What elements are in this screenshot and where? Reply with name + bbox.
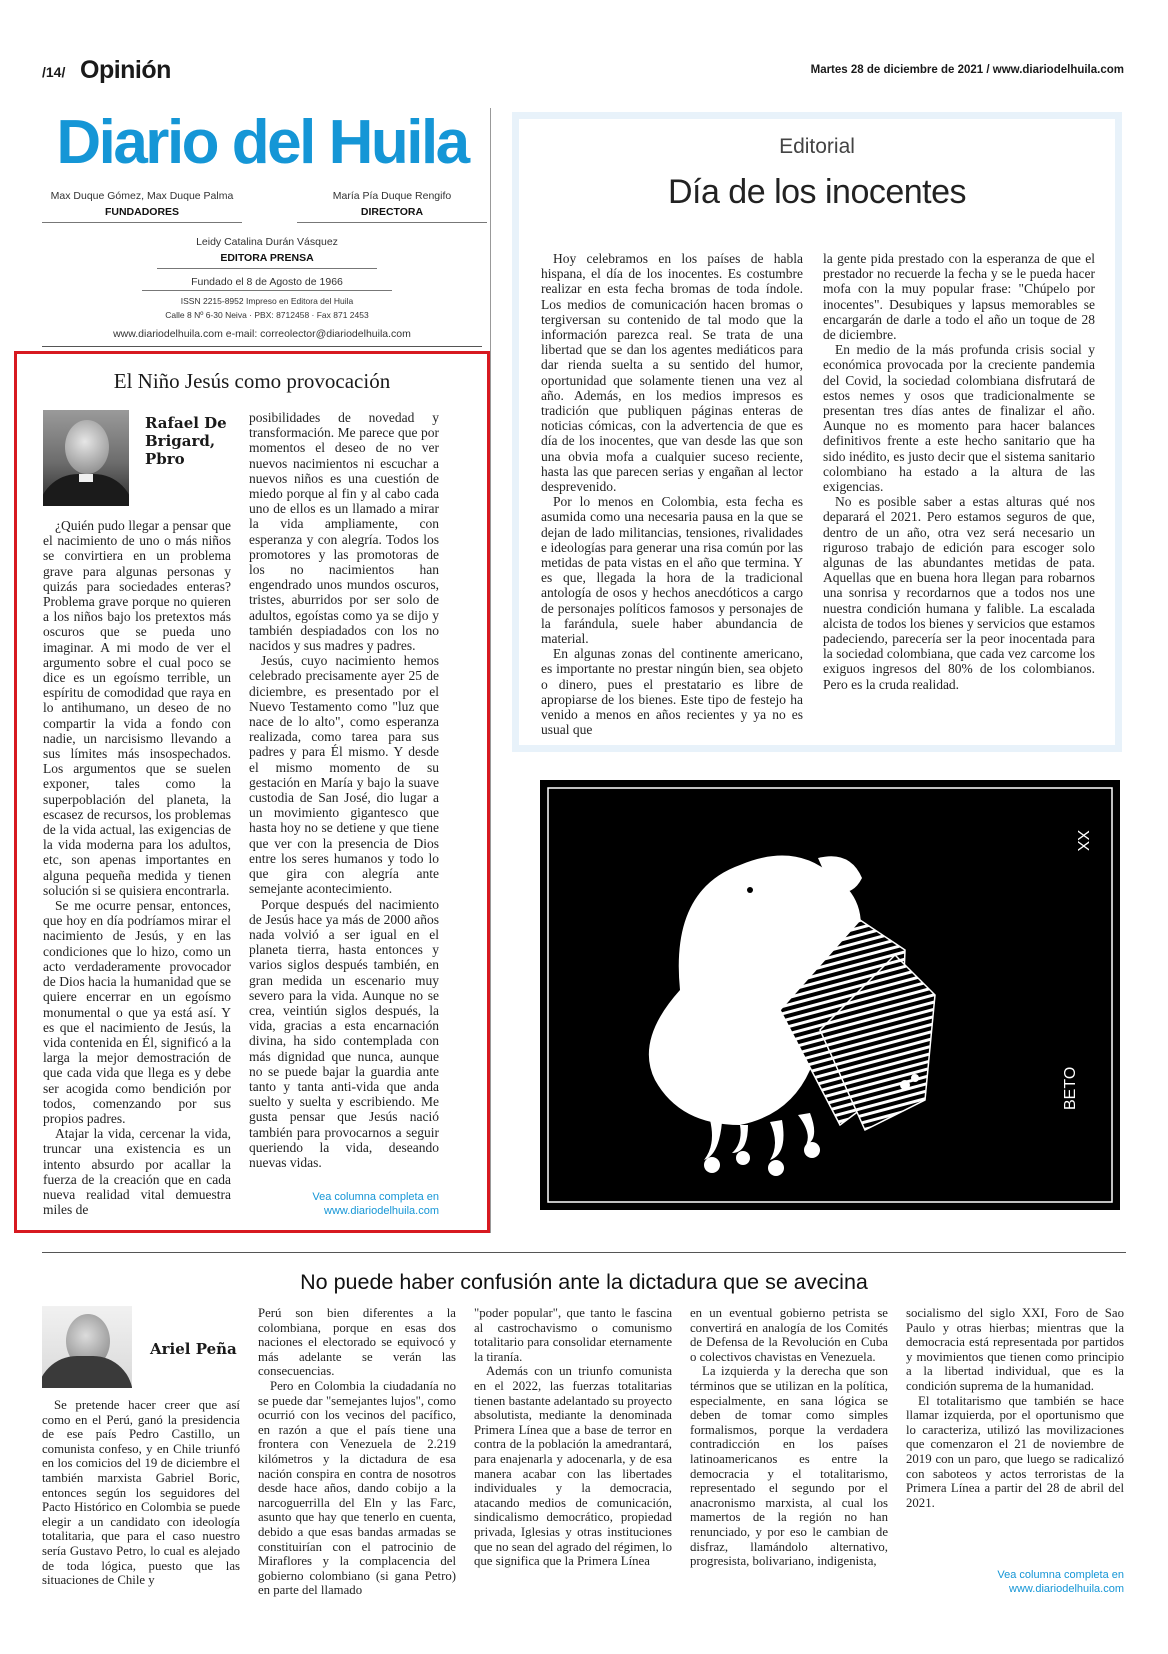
director-name: María Pía Duque Rengifo: [332, 190, 452, 202]
paragraph: Jesús, cuyo nacimiento hemos celebrado precisamente ayer 25 de diciembre, es presentado por el Nuevo Testamento como "luz que nace de lo alto", como esperanza realizada, como tarea para sus padres y para Él mismo. Y desde el mismo momento de su gestación en María y bajo la suave custodia de San José, dio lugar a un movimiento gigantesco que hasta hoy no se detiene y que tiene que ver con la presencia de Dios entre los seres humanos y todo lo que gira con alegría ante semejante acontecimiento.: [249, 653, 439, 897]
paragraph: La izquierda y la derecha que son términos que se utilizan en la política, especialmente, en sana lógica se deben de tomar como simples formalismos, porque la verdadera contradicción en los países latinoamericanos es entre la democracia y el totalitarismo, representado el segundo por el anacronismo marxista, al cual los mamertos de la región no han renunciado, y por eso le cambian de disfraz, llamándolo alternativo, progresista, bolivariano, indigenista,: [690, 1364, 888, 1569]
page-number: /14/: [42, 64, 66, 80]
masthead: [42, 108, 482, 340]
editorial-box: [512, 112, 1122, 752]
opinion-column-box: [14, 351, 490, 1233]
bottom-author-photo: [42, 1306, 132, 1388]
cartoon-illustration: [540, 780, 1120, 1210]
horizontal-divider: [42, 1252, 1126, 1253]
more-label: Vea columna completa en: [312, 1191, 439, 1203]
column-text-col2: [249, 410, 439, 1170]
bottom-author: Ariel Peña: [150, 1340, 237, 1358]
director-block: [297, 190, 487, 223]
paragraph: la gente pida prestado con la esperanza de que el prestador no recuerde la fecha y se le pueda hacer mofa con la muy popular frase: "Chúpelo por inocentes". Desubiques y lapsus memorables se encargarán de darle a todo el año un toque de 28 de diciembre.: [823, 251, 1095, 343]
paragraph: Pero en Colombia la ciudadanía no se puede dar "semejantes lujos", como ocurrió con los vecinos del pacífico, en razón a que el país tiene una frontera con Venezuela de 2.219 kilómetros y la dictadura de esa nación conspira en contra de nosotros desde hace años, dando cobijo a la narcoguerrilla del Eln y las Farc, asunto que hay que tenerlo en cuenta, debido a que esas bandas armadas se constituirían con el patrocinio de Miraflores y la complacencia del gobierno colombiano (si gana Petro) en parte del llamado: [258, 1378, 456, 1598]
director-label: DIRECTORA: [297, 206, 487, 223]
column-text-col1: [43, 518, 231, 1217]
bottom-text-col4: [690, 1306, 888, 1569]
editor-name: Leidy Catalina Durán Vásquez: [196, 236, 338, 248]
paragraph: Hoy celebramos en los países de habla hispana, el día de los inocentes. Es costumbre realizar en esta fecha bromas de toda índole. Los medios de comunicación hacen bromas o tergiversan su contenido de tal modo que la información parezca real. Se trata de una libertad que se dan los agentes mediáticos para dar rienda suelta a su sentido del humor, oportunidad que solamente tienen una vez al año. Además, en los medios impresos es tradición que publiquen páginas enteras de noticias cómicas, con la advertencia de que es día de los inocentes, que van desde las que son una obvia mofa a cualquier suceso reciente, hasta las que parecen serias y engañan al lector desprevenido.: [541, 251, 803, 495]
more-label: Vea columna completa en: [997, 1569, 1124, 1581]
cartoon-signature: BETO: [1062, 1066, 1079, 1110]
editorial-title: Día de los inocentes: [667, 173, 967, 211]
paragraph: Atajar la vida, cercenar la vida, truncar una existencia es un intento absurdo por acallar la fuerza de la creación que en cada nueva realidad vital demuestra miles de: [43, 1126, 231, 1218]
newspaper-logo: Diario del Huila: [56, 108, 468, 177]
paragraph: Perú son bien diferentes a la colombiana, porque en esas dos naciones el electorado se equivocó y más adelante se verán las consecuencias.: [258, 1306, 456, 1379]
more-url: www.diariodelhuila.com: [324, 1205, 439, 1217]
author-photo: [43, 410, 129, 506]
cartoon-drawing: [540, 780, 1120, 1210]
bottom-headline: No puede haber confusión ante la dictadura que se avecina: [300, 1270, 868, 1294]
column-author: Rafael De Brigard, Pbro: [145, 414, 227, 468]
editor-label: EDITORA PRENSA: [157, 252, 377, 269]
editorial-text-col2: [823, 251, 1095, 692]
section-title: Opinión: [80, 56, 171, 84]
bottom-text-col3: [474, 1306, 672, 1569]
cartoon-signature-top: XX: [1074, 830, 1091, 852]
paragraph: posibilidades de novedad y transformación. Me parece que por momentos el deseo de no ver nuevos nacimientos ni escuchar a nuevos niños es una cuestión de miedo porque al fin y al cabo cada uno de ellos es un llamado a mirar la vida ampliamente, con esperanza y con alegría. Todos los promotores y las promotoras de los no nacimientos han engendrado unos mundos oscuros, tristes, aburridos por ser solo de adultos, egoístas como ya se dijo y también despiadados con los no nacidos y sus madres y padres.: [249, 410, 439, 654]
date-line: Martes 28 de diciembre de 2021 / www.diariodelhuila.com: [810, 64, 1124, 76]
paragraph: El totalitarismo que también se hace llamar izquierda, por el oportunismo que lo caracteriza, utilizó las movilizaciones que comenzaron el 21 de noviembre de 2019 con un paro, que luego se radicalizó con saboteos y actos terroristas de la Primera Línea a partir del 28 de abril del 2021.: [906, 1393, 1124, 1510]
web-email-line: www.diariodelhuila.com e-mail: correolector@diariodelhuila.com: [42, 328, 482, 347]
paragraph: En medio de la más profunda crisis social y económica provocada por la creciente pandemia del Covid, la sociedad colombiana disfrutará de estos nemes y osos que tradicionalmente se presentan tres días antes de finalizar el año. Aunque no es momento para hacer balances definitivos frente a este hecho sanitario que ha sido inédito, es justo decir que el sistema sanitario colombiano ha estado a la altura de las exigencias.: [823, 342, 1095, 495]
paragraph: Porque después del nacimiento de Jesús hace ya más de 2000 años nada volvió a ser igual en el planeta tierra, hasta entonces y varios siglos después también, en gran medida un escenario muy severo para la vida. Aunque no se crea, veintiún siglos después, la vida, gracias a esta encarnación divina, ha sido contemplada con más dignidad que nunca, aunque no se puede bajar la guardia ante tanto y tanta anti-vida que anda suelto y suelta y escribiendo. Me gusta pensar que Jesús nació también para provocarnos a seguir queriendo la vida, deseando nuevas vidas.: [249, 896, 439, 1170]
column-title: El Niño Jesús como provocación: [113, 369, 391, 393]
bottom-text-col2: [258, 1306, 456, 1598]
paragraph: ¿Quién pudo llegar a pensar que el nacimiento de uno o más niños se convirtiera en un problema grave para algunas personas y quizás para sociedades enteras? Problema grave porque no quieren a los niños bajo los pretextos más oscuros que se pueda uno imaginar. A mi modo de ver el argumento sobre el cual poco se dice es un egoísmo terrible, un espíritu de comodidad que raya en lo antihumano, un deseo de no compartir la vida a fondo con nadie, un narcisismo llevando a sus límites más insospechados. Los argumentos que se suelen exponer, tales como la superpoblación del planeta, la escasez de recursos, los problemas de la vida actual, las exigencias de la vida moderna para los adultos, etc, son apenas importantes en alguna pequeña medida y tienen solución si se quisiera encontrarla.: [43, 518, 231, 898]
paragraph: Se pretende hacer creer que así como en el Perú, ganó la presidencia de ese país Pedro Castillo, un comunista confeso, y en Chile triunfó en los comicios del 19 de diciembre el también marxista Gabriel Boric, entonces según los seguidores del Pacto Histórico en Colombia se puede elegir a un candidato con ideología totalitaria, que para el caso nuestro sería Gustavo Petro, lo cual es alejado de toda lógica, puesto que las situaciones de Chile y: [42, 1398, 240, 1588]
editorial-text-col1: [541, 251, 803, 738]
founders-label: FUNDADORES: [42, 206, 242, 223]
bottom-more-link[interactable]: [906, 1568, 1124, 1596]
paragraph: Además con un triunfo comunista en el 2022, las fuerzas totalitarias tienen bastante adelantado su proyecto absolutista, mediante la denominada Primera Línea que a base de terror en contra de la población la amedrantará, para enajenarla y adocenarla, y de esa manera acabar con las libertades individuales y la democracia, atacando medios de comunicación, sindicalismo democrático, propiedad privada, Iglesias y otras instituciones que no sean del agrado del régimen, lo que significa que la Primera Línea: [474, 1364, 672, 1569]
paragraph: No es posible saber a estas alturas qué nos deparará el 2021. Pero estamos seguros de que, dentro de un año, otra vez será necesario un riguroso trabajo de edición para escoger solo algunas de las abundantes metidas de pata. Aquellas que en buena hora llegan para robarnos una sonrisa y recordarnos que a todos nos une nuestra condición humana y falible. La escalada alcista de todos los bienes y servicios que estamos padeciendo, parecería ser la peor inocentada para la sociedad colombiana, que cada vez carcome los exiguos ingresos del 80% de los colombianos. Pero es la cruda realidad.: [823, 494, 1095, 692]
more-url: www.diariodelhuila.com: [1009, 1583, 1124, 1595]
founders-names: Max Duque Gómez, Max Duque Palma: [50, 190, 234, 202]
address-line: Calle 8 Nº 6-30 Neiva · PBX: 8712458 · Fax 871 2453: [165, 310, 369, 320]
paragraph: en un eventual gobierno petrista se convertirá en analogía de los Comités de Defensa de la Revolución en Cuba o colectivos chavistas en Venezuela.: [690, 1306, 888, 1364]
paragraph: En algunas zonas del continente americano, es importante no prestar ningún bien, sea objeto o dinero, pues el prestatario es libre de apropiarse de los bienes. Este tipo de festejo ha venido a menos en años recientes y ya no es usual que: [541, 646, 803, 738]
paragraph: Se me ocurre pensar, entonces, que hoy en día podríamos mirar el nacimiento de Jesús, y en las condiciones que lo hizo, como un acto verdaderamente provocador de Dios hacia la humanidad que se quiere encerrar en un egoísmo monumental o que ya está así. Y es que el nacimiento de Jesús, la vida contenida en Él, significó a la larga la mejor demostración de que cada vida que llega es y debe ser acogida como bendición por todos, comenzando por sus propios padres.: [43, 898, 231, 1126]
paragraph: Por lo menos en Colombia, esta fecha es asumida como una necesaria pausa en la que se dejan de lado militancias, tensiones, rivalidades e ideologías para generar una risa común por las metidas de pata vistas en el año que termina. Y es que, llegada la hora de la tradicional antología de osos y hechos anecdóticos a cargo de personajes políticos famosos y personajes de la farándula, suele haber abundancia de material.: [541, 494, 803, 647]
founders-block: [42, 190, 242, 223]
bottom-text-col1: [42, 1398, 240, 1588]
issn-line: ISSN 2215-8952 Impreso en Editora del Huila: [180, 296, 354, 306]
vertical-divider: [490, 108, 491, 1233]
editor-block: [157, 236, 377, 269]
founded-line: Fundado el 8 de Agosto de 1966: [142, 276, 392, 291]
paragraph: "poder popular", que tanto le fascina al castrochavismo o comunismo totalitario para consolidar eternamente la tiranía.: [474, 1306, 672, 1364]
column-more-link[interactable]: [249, 1190, 439, 1218]
editorial-label: Editorial: [779, 135, 855, 158]
paragraph: socialismo del siglo XXI, Foro de Sao Paulo y otras hierbas; mientras que la democracia está representada por partidos y movimientos que tienen como principio a la libertad individual, que es la condición suprema de la humanidad.: [906, 1306, 1124, 1393]
bottom-text-col5: [906, 1306, 1124, 1510]
